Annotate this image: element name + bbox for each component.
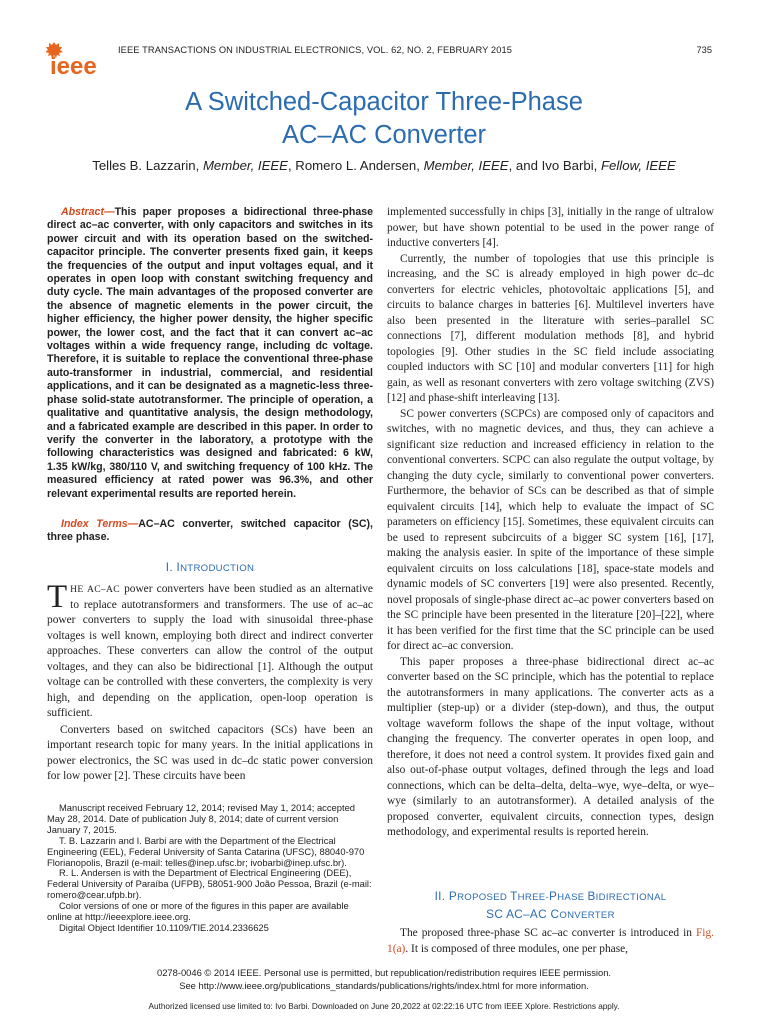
right-column-body xyxy=(387,205,714,841)
right-paragraph-1: implemented successfully in chips [3], initially in the range of ultralow power, but have shown potential to be used in the power range of inductive converters [4]. xyxy=(387,206,714,249)
copyright-line-2: See http://www.ieee.org/publications_standards/publications/rights/index.html for more information. xyxy=(179,980,589,991)
abstract-text: This paper proposes a bidirectional three-phase direct ac–ac converter, with only capacitors and switches in its power circuit and with its operation based on the switched-capacitor principle. The converter presents fixed gain, it keeps the frequencies of the output and input voltages equal, and it operates in open loop with constant switching frequency and duty cycle. The main advantages of the proposed converter are the absence of magnetic elements in the power circuit, the higher efficiency, the higher power density, the higher specific power, the lower cost, and the fact that it can convert ac–ac voltages within a wide frequency range, including dc voltage. Therefore, it is suitable to replace the conventional three-phase auto-transformer in industrial, commercial, and residential applications, and it can be designated as a magnetic-less three-phase solid-state autotransformer. The principle of operation, a qualitative and quantitative analysis, the design methodology, and a fabricated example are described in this paper. In order to verify the converter in the laboratory, a prototype with the following characteristics was designed and fabricated: 6 kW, 1.35 kW/kg, 380/110 V, and switching frequency of 100 kHz. The measured efficiency at rated power was 96.3%, and other relevant experimental results are reported herein. xyxy=(47,206,373,500)
right-paragraph-4: This paper proposes a three-phase bidirectional direct ac–ac converter based on the SC principle, which has the potential to replace the autotransformers in many applications. The converter acts as a multiplier (step-up) or a divider (step-down), and thus, the output voltage waveform follows the shape of the input voltage, without changing the frequency. The converter operates in open loop, and therefore, it does not need a control system. It provides fixed gain and also out-of-phase output voltages, defined through the legs and load connections, which can be delta–delta, delta–wye, wye–delta, or wye–wye (similarly to an autotransformer). A detailed analysis of the proposed converter, equivalent circuits, connection types, design methodology, and experimental results is reported herein. xyxy=(387,655,714,838)
section-2-body: The proposed three-phase SC ac–ac converter is introduced in Fig. 1(a). It is composed of three modules, one per phase, xyxy=(387,927,714,955)
right-paragraph-2: Currently, the number of topologies that use this principle is increasing, and the SC is already employed in high power dc–dc converters for electric vehicles, photovoltaic applications [5], and circuits to balance charges in batteries [6]. Multilevel inverters have also been presented in the literature with series–parallel SC connections [7], different modulation methods [8], and hybrid topologies [9]. Other studies in the SC field include associating coupled inductors with SC [10] and modular converters [11] for high gain, as well as resonant converters with zero voltage switching (ZVS) [12] and phase-shift interleaving [13]. xyxy=(387,252,714,404)
author-list xyxy=(0,158,768,173)
author-3: , and Ivo Barbi, xyxy=(508,158,601,173)
author-2: , Romero L. Andersen, xyxy=(287,158,424,173)
drop-cap: T xyxy=(47,579,68,615)
index-terms-text: AC–AC converter, switched capacitor (SC), three phase. xyxy=(47,518,373,544)
figure-1a-link[interactable]: Fig. 1(a) xyxy=(387,927,714,955)
paper-title-line2: AC–AC Converter xyxy=(281,121,487,149)
logo-lettering: ieee xyxy=(50,53,97,78)
section-2-heading: II. PROPOSED THREE-PHASE BIDIRECTIONAL SC AC–AC CONVERTER xyxy=(434,889,667,921)
paper-title-line1: A Switched-Capacitor Three-Phase xyxy=(185,88,583,116)
author-1: Telles B. Lazzarin, xyxy=(92,158,203,173)
abstract xyxy=(47,206,373,501)
section-1-paragraph-2: Converters based on switched capacitors (SCs) have been an important research topic for many years. In the initial applications in power electronics, the SC was used in dc–dc static power conversion for low power [2]. These circuits have been xyxy=(47,723,373,782)
license-notice: Authorized licensed use limited to: Ivo Barbi. Downloaded on June 20,2022 at 02:22:16 UTC from IEEE Xplore. Restrictions apply. xyxy=(148,1002,620,1011)
index-terms xyxy=(47,518,373,545)
abstract-label: Abstract— xyxy=(61,206,115,218)
index-terms-label: Index Terms— xyxy=(61,518,139,530)
author-2-role: Member, IEEE xyxy=(423,158,509,173)
copyright-line-1: 0278-0046 © 2014 IEEE. Personal use is permitted, but republication/redistribution requires IEEE permission. xyxy=(156,967,612,978)
journal-header: IEEE TRANSACTIONS ON INDUSTRIAL ELECTRONICS, VOL. 62, NO. 2, FEBRUARY 2015 xyxy=(118,45,513,55)
section-1-body: THE AC–AC power converters have been studied as an alternative to replace autotransformers and transformers. The use of ac–ac power converters to supply the load with sinusoidal three-phase voltages is well known, employing both direct and indirect converter approaches. These converters can allow the control of the output voltages, and they can also be bidirectional [1]. Although the output voltage can be controlled with these converters, the complexity is very high, and depending on the application, open-loop operation is sufficient. Converters based on switched capacitors (SCs) have been an important research topic for many years. In the initial applications in power electronics, the SC was used in dc–dc static power conversion for low power [2]. These circuits have been xyxy=(47,582,373,785)
author-3-role: Fellow, IEEE xyxy=(600,158,676,173)
ieee-logo xyxy=(46,38,106,78)
section-1-heading: I. INTRODUCTION xyxy=(165,560,255,574)
page-number: 735 xyxy=(696,45,712,55)
right-paragraph-3: SC power converters (SCPCs) are composed only of capacitors and switches, with no magnetic devices, and thus, they can achieve a significant size reduction and increased efficiency in relation to the conventional converters. SCPC can also regulate the output voltage, by changing the duty cycle, similarly to conventional power converters. Furthermore, the behavior of SCs can be described as that of simple equivalent circuits [14], which help to evaluate the impact of SC parameters on efficiency [15]. Sometimes, these equivalent circuits can be used to represent subcircuits of a bigger SC system [16], [17], making the analysis easier. In spite of the importance of these simple equivalent circuits on loss calculations [18], space-state models and dynamic models of SC converters [19] were also presented. Recently, novel proposals of single-phase direct ac–ac power converters based on the SC principle have been presented in the literature [20]–[22], where it has been verified for the first time that the SC principle can be used for direct ac–ac conversion. xyxy=(387,407,714,652)
author-1-role: Member, IEEE xyxy=(202,158,288,173)
footnotes: Manuscript received February 12, 2014; revised May 1, 2014; accepted May 28, 2014. Date of publication July 8, 2014; date of current version January 7, 2015. T. B. Lazzarin and I. Barbi are with the Department of the Electrical Engineering (EEL), Federal University of Santa Catarina (UFSC), 88040-970 Florianopolis, Brazil (e-mail: telles@inep.ufsc.br; ivobarbi@inep.ufsc.br). R. L. Andersen is with the Department of Electrical Engineering (DEE), Federal University of Paraíba (UFPB), 58051-900 João Pessoa, Brazil (e-mail: romero@cear.ufpb.br). Color versions of one or more of the figures in this paper are available online at http://ieeexplore.ieee.org. Digital Object Identifier 10.1109/TIE.2014.2336625 xyxy=(47,802,372,933)
